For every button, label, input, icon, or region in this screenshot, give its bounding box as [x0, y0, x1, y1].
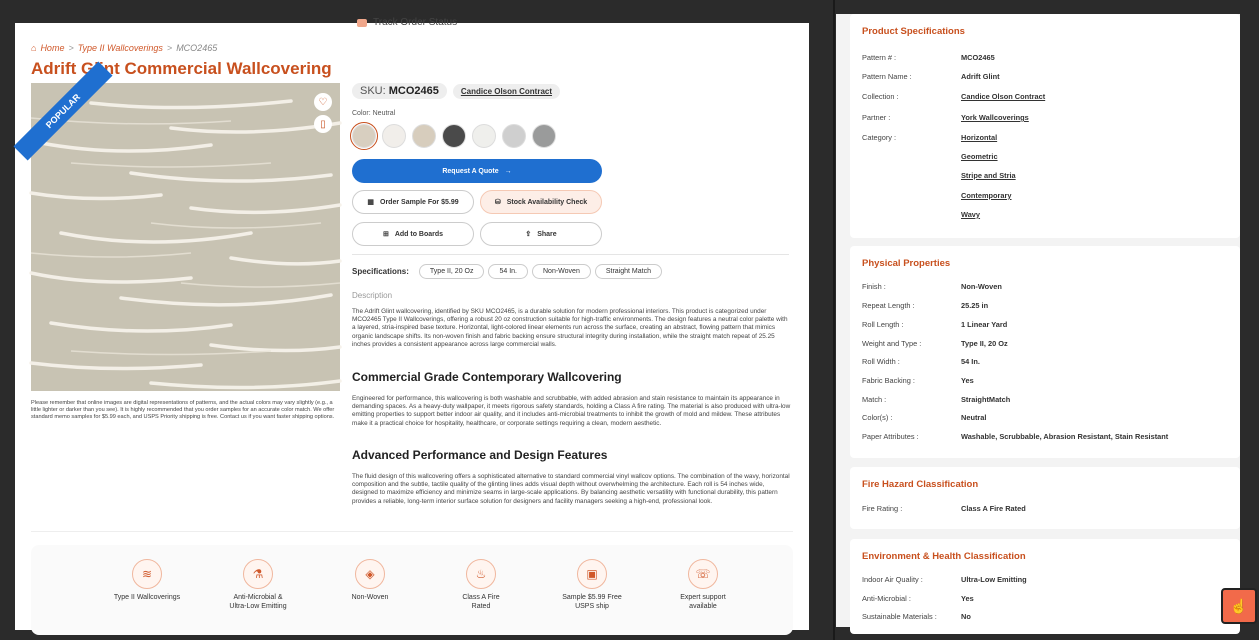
- spec-chip[interactable]: 54 In.: [488, 264, 528, 279]
- arrow-right-icon: →: [504, 167, 512, 175]
- product-specifications-card: Product Specifications Pattern # : MCO2465 Pattern Name : Adrift Glint Collection : Candice Olson Contract Partner : York Wallcoverings Category : Horizontal Geometric Stripe and Stria Contemporary Wavy: [850, 14, 1240, 238]
- card-title: Physical Properties: [862, 258, 951, 269]
- favorite-button[interactable]: [314, 93, 332, 111]
- sku-row: [352, 83, 560, 99]
- order-sample-button[interactable]: ▦ Order Sample For $5.99: [352, 190, 474, 214]
- feature-highlights: [31, 545, 793, 635]
- card-title: Fire Hazard Classification: [862, 479, 979, 490]
- clipboard-button[interactable]: [314, 115, 332, 133]
- description-paragraph: The fluid design of this wallcovering offers a sophisticated alternative to standard commercial vinyl wallcov options. The combination of the wavy, horizontal composition and the subtle, tactile quality of the glinting lines adds visual depth without overwhelming the architecture. Each roll is 54 inches wide, designed to maximize efficiency and minimize seams in large-scale applications. By balancing aesthetic versatility with functional durability, this pattern provides a reliable, long-term interior surface solution for designers and facility managers seeking a high-end, professional look.: [352, 473, 790, 505]
- clipboard-icon: ▯: [320, 118, 326, 130]
- color-swatch[interactable]: [382, 124, 406, 148]
- boards-icon: ⊞: [382, 231, 389, 238]
- description-paragraph: The Adrift Glint wallcovering, identified by SKU MCO2465, is a durable solution for modern professional interiors. This product is categorized under MCO2465 Type II Wallcoverings, offering a robust 20 oz construction suitable for high-traffic environments. The design features a neutral color palette with a layered, stria-inspired base texture. Horizontal, light-colored linear elements run across the surface, creating an abstract, flowing pattern that mimics organic landscape shifts. Its non-woven finish and fabric backing ensure structural integrity during installation, while the straight match repeat of 25.25 inches provides a consistent appearance across large commercial walls.: [352, 308, 788, 348]
- share-icon: ⇪: [525, 231, 532, 238]
- color-label: Color: Neutral: [352, 110, 396, 117]
- window-divider: [833, 0, 835, 640]
- boxes-icon: ⛁: [494, 199, 501, 206]
- popular-badge: POPULAR: [14, 62, 113, 161]
- collection-link[interactable]: Candice Olson Contract: [961, 92, 1046, 101]
- specifications-row: Specifications: Type II, 20 Oz 54 In. Non-Woven Straight Match: [352, 264, 662, 279]
- fire-hazard-card: Fire Hazard Classification Fire Rating : Class A Fire Rated: [850, 467, 1240, 529]
- add-to-boards-button[interactable]: ⊞ Add to Boards: [352, 222, 474, 246]
- partner-link[interactable]: York Wallcoverings: [961, 113, 1029, 122]
- specifications-panel: [836, 14, 1240, 627]
- category-link[interactable]: Wavy: [961, 210, 981, 219]
- color-swatch[interactable]: [472, 124, 496, 148]
- description-label: Description: [352, 291, 393, 300]
- box-icon: ▣: [577, 559, 607, 589]
- color-swatch[interactable]: [442, 124, 466, 148]
- product-image[interactable]: [31, 83, 340, 391]
- category-link[interactable]: Horizontal: [961, 133, 998, 142]
- share-button[interactable]: ⇪ Share: [480, 222, 602, 246]
- breadcrumb-current: MCO2465: [176, 43, 218, 53]
- environment-health-card: Environment & Health Classification Indoor Air Quality : Ultra-Low Emitting Anti-Microbial : Yes Sustainable Materials : No: [850, 539, 1240, 634]
- spec-chip[interactable]: Straight Match: [595, 264, 662, 279]
- spec-chip[interactable]: Non-Woven: [532, 264, 591, 279]
- feature-item: ♨ Class A Fire Rated: [441, 559, 521, 611]
- flask-icon: ⚗: [243, 559, 273, 589]
- description-paragraph: Engineered for performance, this wallcovering is both washable and scrubbable, with added abrasion and stain resistance to maintain its appearance in demanding spaces. As a heavy-duty wallpaper, it meets rigorous safety standards, holding a Class A fire rating. The material is also produced with ultra-low emitting properties to support better indoor air quality, and it includes anti-microbial treatments to inhibit the growth of mold and mildew. These attributes make it a practical choice for hospitality, healthcare, or corporate settings requiring a clean, modern aesthetic.: [352, 395, 791, 427]
- feature-item: ≋ Type II Wallcoverings: [107, 559, 187, 602]
- page-title: Adrift Glint Commercial Wallcovering: [31, 59, 332, 78]
- wave-icon: ≋: [132, 559, 162, 589]
- color-disclaimer: Please remember that online images are digital representations of patterns, and the actual colors may vary slightly (e.g., a little lighter or darker than you see). It is highly recommended that you order samples for an accurate color match. We offer standard memo samples for $5.99 each, and USPS Priority shipping is free. Contact us if you want faster shipping options.: [31, 400, 335, 420]
- layers-icon: ◈: [355, 559, 385, 589]
- physical-properties-card: Physical Properties Finish : Non-Woven Repeat Length : 25.25 in Roll Length : 1 Linear Yard Weight and Type : Type II, 20 Oz Roll Width : 54 In. Fabric Backing : Yes Match : StraightMatch Color(s) : Neutral Paper Attributes : Washable, Scrubbable, Abrasion Resistant, Stain Resistant: [850, 246, 1240, 458]
- color-swatch[interactable]: [352, 124, 376, 148]
- feature-item: ◈ Non-Woven: [330, 559, 410, 602]
- spec-chip[interactable]: Type II, 20 Oz: [419, 264, 485, 279]
- phone-icon: ☏: [688, 559, 718, 589]
- color-swatch[interactable]: [502, 124, 526, 148]
- feature-item: ⚗ Anti-Microbial & Ultra-Low Emitting: [218, 559, 298, 611]
- feature-item: ☏ Expert support available: [663, 559, 743, 611]
- request-quote-button[interactable]: Request A Quote →: [352, 159, 602, 183]
- flame-icon: ♨: [466, 559, 496, 589]
- truck-icon: [357, 19, 367, 27]
- breadcrumb-separator: >: [166, 43, 173, 53]
- color-swatch[interactable]: [532, 124, 556, 148]
- product-page: [15, 17, 809, 630]
- heart-icon: ♡: [318, 96, 328, 108]
- breadcrumb: [31, 43, 217, 53]
- brand-link[interactable]: Candice Olson Contract: [453, 84, 560, 99]
- feature-item: ▣ Sample $5.99 Free USPS ship: [552, 559, 632, 611]
- card-title: Environment & Health Classification: [862, 551, 1026, 562]
- breadcrumb-separator: >: [68, 43, 74, 53]
- hand-icon: ☝: [1230, 597, 1248, 614]
- breadcrumb-category[interactable]: Type II Wallcoverings: [77, 43, 163, 53]
- card-title: Product Specifications: [862, 26, 965, 37]
- color-swatch[interactable]: [412, 124, 436, 148]
- track-order-link[interactable]: Track Order Status: [357, 17, 457, 28]
- chat-button[interactable]: [1221, 588, 1257, 624]
- category-link[interactable]: Contemporary: [961, 191, 1012, 200]
- category-link[interactable]: Geometric: [961, 152, 998, 161]
- section-heading: Commercial Grade Contemporary Wallcovering: [352, 370, 622, 384]
- sample-icon: ▦: [367, 199, 375, 206]
- home-icon: ⌂: [31, 43, 37, 53]
- color-swatches: [352, 124, 556, 148]
- wallcovering-pattern: [31, 83, 340, 391]
- breadcrumb-home[interactable]: Home: [40, 43, 65, 53]
- divider: [352, 254, 789, 255]
- section-heading: Advanced Performance and Design Features: [352, 448, 608, 462]
- divider: [31, 531, 793, 532]
- sku-badge: SKU: MCO2465: [352, 83, 447, 99]
- stock-check-button[interactable]: ⛁ Stock Availability Check: [480, 190, 602, 214]
- category-link[interactable]: Stripe and Stria: [961, 171, 1016, 180]
